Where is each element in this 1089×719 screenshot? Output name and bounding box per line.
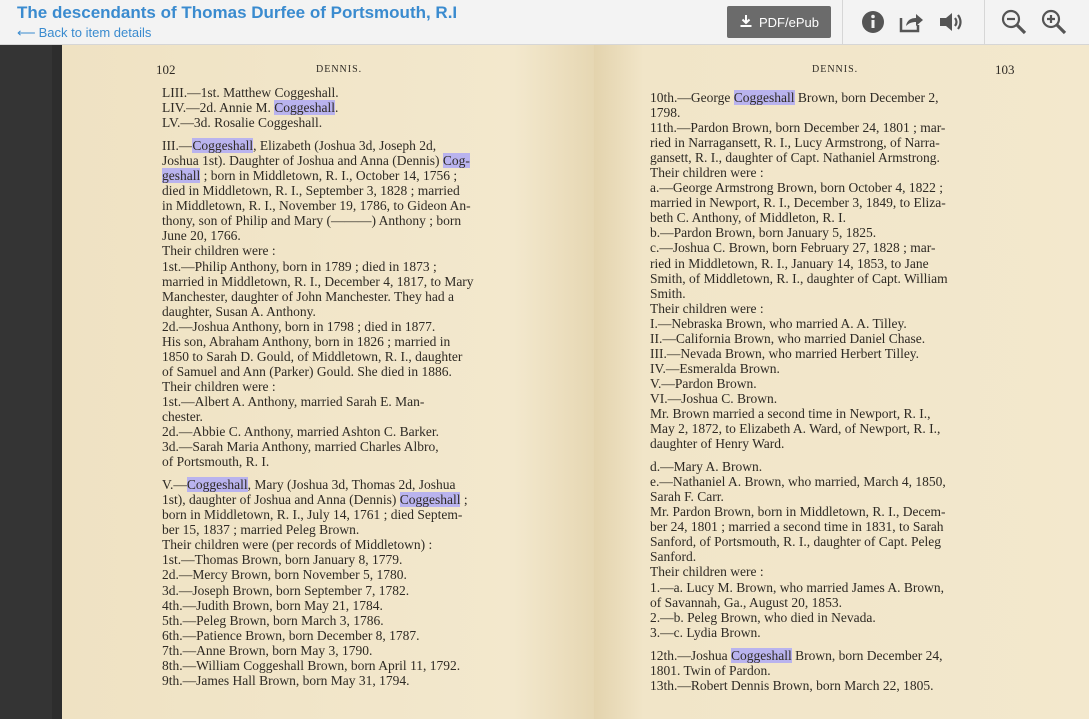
text-line: His son, Abraham Anthony, born in 1826 ; married in (162, 333, 451, 349)
text-line: 2d.—Abbie C. Anthony, married Ashton C. Barker. (162, 424, 439, 440)
text-line: b.—Pardon Brown, born January 5, 1825. (650, 225, 877, 241)
text-line: of Samuel and Ann (Parker) Gould. She died in 1886. (162, 363, 452, 379)
text-line: 1st.—Philip Anthony, born in 1789 ; died in 1873 ; (162, 258, 437, 274)
viewer-header (0, 0, 1089, 45)
text-line: in Middletown, R. I., November 19, 1786, to Gideon An- (162, 198, 471, 214)
audio-icon[interactable] (938, 8, 966, 36)
text-line: c.—Joshua C. Brown, born February 27, 1828 ; mar- (650, 240, 936, 256)
text-line: of Savannah, Ga., August 20, 1853. (650, 594, 842, 610)
text-line: IV.—Esmeralda Brown. (650, 360, 780, 376)
text-line: Their children were : (650, 300, 764, 316)
left-page-text (62, 85, 594, 688)
text-line: Sanford, of Portsmouth, R. I., daughter of Capt. Peleg (650, 534, 941, 550)
search-highlight: Coggeshall (274, 100, 336, 116)
text-line: VI.—Joshua C. Brown. (650, 390, 778, 406)
text-line: LIV.—2d. Annie M. Coggeshall. (162, 100, 339, 116)
text-line: Smith, of Middletown, R. I., daughter of Capt. William (650, 270, 948, 286)
toolbar-divider (842, 0, 843, 45)
text-line: chester. (162, 408, 203, 424)
text-line: 1801. Twin of Pardon. (650, 662, 771, 678)
text-line: V.—Pardon Brown. (650, 375, 757, 391)
text-line: V.—Coggeshall, Mary (Joshua 3d, Thomas 2d, Joshua (162, 477, 456, 493)
item-title: The descendants of Thomas Durfee of Portsmouth, R.I (17, 3, 458, 22)
right-page (594, 45, 1089, 719)
text-line: Sarah F. Carr. (650, 489, 724, 505)
text-line: married in Middletown, R. I., December 4, 1817, to Mary (162, 273, 474, 289)
text-line: 3d.—Sarah Maria Anthony, married Charles Albro, (162, 439, 439, 455)
text-line (162, 469, 594, 477)
text-line: 9th.—James Hall Brown, born May 31, 1794. (162, 672, 410, 688)
text-line (650, 451, 1089, 459)
text-line: ber 24, 1801 ; married a second time in 1831, to Sarah (650, 519, 944, 535)
info-icon[interactable] (859, 8, 887, 36)
text-line: 1.—a. Lucy M. Brown, who married James A. Brown, (650, 579, 944, 595)
text-line: III.—Coggeshall, Elizabeth (Joshua 3d, Joseph 2d, (162, 138, 437, 154)
search-highlight: Coggeshall (731, 647, 792, 663)
text-line: Their children were : (650, 165, 764, 181)
text-line: 1st.—Albert A. Anthony, married Sarah E. Man- (162, 393, 425, 409)
text-line: Mr. Pardon Brown, born in Middletown, R. I., Decem- (650, 504, 946, 520)
search-highlight: Cog- (442, 153, 470, 169)
text-line: 13th.—Robert Dennis Brown, born March 22, 1805. (650, 677, 934, 693)
text-line (650, 640, 1089, 648)
text-line: 1798. (650, 105, 681, 121)
text-line: 10th.—George Coggeshall Brown, born December 2, (650, 90, 939, 105)
search-highlight: Coggeshall (733, 90, 795, 105)
text-line: beth C. Anthony, of Middleton, R. I. (650, 210, 846, 226)
back-to-item-link[interactable] (17, 25, 151, 41)
text-line: May 2, 1872, to Elizabeth A. Ward, of Newport, R. I., (650, 421, 941, 437)
text-line: geshall ; born in Middletown, R. I., October 14, 1756 ; (162, 168, 458, 184)
search-highlight: Coggeshall (192, 138, 254, 154)
text-line: LIII.—1st. Matthew Coggeshall. (162, 85, 339, 100)
text-line: ried in Narragansett, R. I., Lucy Armstrong, of Narra- (650, 135, 940, 151)
text-line: Their children were : (650, 564, 764, 580)
text-line: 2.—b. Peleg Brown, who died in Nevada. (650, 609, 876, 625)
text-line: 4th.—Judith Brown, born May 21, 1784. (162, 597, 383, 613)
left-running-header: DENNIS. (316, 64, 363, 75)
search-highlight: Coggeshall (186, 477, 248, 493)
text-line: gansett, R. I., daughter of Capt. Nathaniel Armstrong. (650, 150, 940, 166)
zoom-out-icon[interactable] (1000, 8, 1028, 36)
text-line: Their children were (per records of Middletown) : (162, 537, 433, 553)
text-line: 3d.—Joseph Brown, born September 7, 1782. (162, 582, 410, 598)
text-line: Smith. (650, 285, 686, 301)
text-line: of Portsmouth, R. I. (162, 454, 270, 470)
text-line: LV.—3d. Rosalie Coggeshall. (162, 115, 323, 131)
left-page-number: 102 (156, 62, 176, 77)
pdf-epub-download-button[interactable] (727, 6, 831, 38)
text-line: III.—Nevada Brown, who married Herbert Tilley. (650, 345, 920, 361)
text-line: 12th.—Joshua Coggeshall Brown, born December 24, (650, 647, 943, 663)
left-page (62, 45, 594, 719)
text-line: Joshua 1st). Daughter of Joshua and Anna (Dennis) Cog- (162, 153, 470, 169)
text-line: 5th.—Peleg Brown, born March 3, 1786. (162, 612, 384, 628)
text-line: 3.—c. Lydia Brown. (650, 624, 761, 640)
search-highlight: Coggeshall (399, 492, 461, 508)
text-line: ber 15, 1837 ; married Peleg Brown. (162, 522, 360, 538)
text-line: died in Middletown, R. I., September 3, 1828 ; married (162, 183, 460, 199)
text-line: 8th.—William Coggeshall Brown, born April 11, 1792. (162, 657, 461, 673)
text-line: 1st), daughter of Joshua and Anna (Dennis) Coggeshall ; (162, 492, 468, 508)
right-page-number: 103 (995, 62, 1015, 77)
text-line: 7th.—Anne Brown, born May 3, 1790. (162, 642, 373, 658)
back-link-label: Back to item details (38, 25, 152, 40)
text-line: 11th.—Pardon Brown, born December 24, 1801 ; mar- (650, 120, 946, 136)
text-line: daughter, Susan A. Anthony. (162, 303, 316, 319)
search-highlight: geshall (162, 168, 201, 184)
text-line: daughter of Henry Ward. (650, 436, 785, 452)
text-line: 2d.—Mercy Brown, born November 5, 1780. (162, 567, 407, 583)
download-icon (739, 14, 753, 31)
viewer-left-panel (0, 45, 52, 719)
text-line: Manchester, daughter of John Manchester. They had a (162, 288, 454, 304)
text-line: Mr. Brown married a second time in Newport, R. I., (650, 405, 931, 421)
toolbar-divider (984, 0, 985, 45)
back-arrow-icon: ⟵ (17, 25, 36, 40)
text-line: e.—Nathaniel A. Brown, who married, March 4, 1850, (650, 474, 946, 490)
zoom-in-icon[interactable] (1040, 8, 1068, 36)
pdf-epub-label: PDF/ePub (759, 14, 819, 30)
text-line: 1st.—Thomas Brown, born January 8, 1779. (162, 552, 403, 568)
viewer-gutter (52, 45, 62, 719)
text-line: 2d.—Joshua Anthony, born in 1798 ; died in 1877. (162, 318, 436, 334)
right-running-header: DENNIS. (812, 64, 859, 75)
text-line: married in Newport, R. I., December 3, 1849, to Eliza- (650, 195, 946, 211)
text-line (162, 130, 594, 138)
text-line: thony, son of Philip and Mary (———) Anthony ; born (162, 213, 462, 229)
right-page-text (594, 90, 1089, 693)
text-line: Their children were : (162, 243, 276, 259)
text-line: a.—George Armstrong Brown, born October 4, 1822 ; (650, 180, 943, 196)
book-spread[interactable] (62, 45, 1089, 719)
text-line: Sanford. (650, 549, 697, 565)
share-icon[interactable] (897, 8, 925, 36)
text-line: II.—California Brown, who married Daniel Chase. (650, 330, 926, 346)
text-line: born in Middletown, R. I., July 14, 1761 ; died Septem- (162, 507, 463, 523)
text-line: ried in Middletown, R. I., January 14, 1853, to Jane (650, 255, 929, 271)
text-line: 1850 to Sarah D. Gould, of Middletown, R. I., daughter (162, 348, 463, 364)
text-line: I.—Nebraska Brown, who married A. A. Tilley. (650, 315, 907, 331)
text-line: 6th.—Patience Brown, born December 8, 1787. (162, 627, 420, 643)
text-line: June 20, 1766. (162, 228, 241, 244)
text-line: d.—Mary A. Brown. (650, 459, 763, 475)
text-line: Their children were : (162, 378, 276, 394)
